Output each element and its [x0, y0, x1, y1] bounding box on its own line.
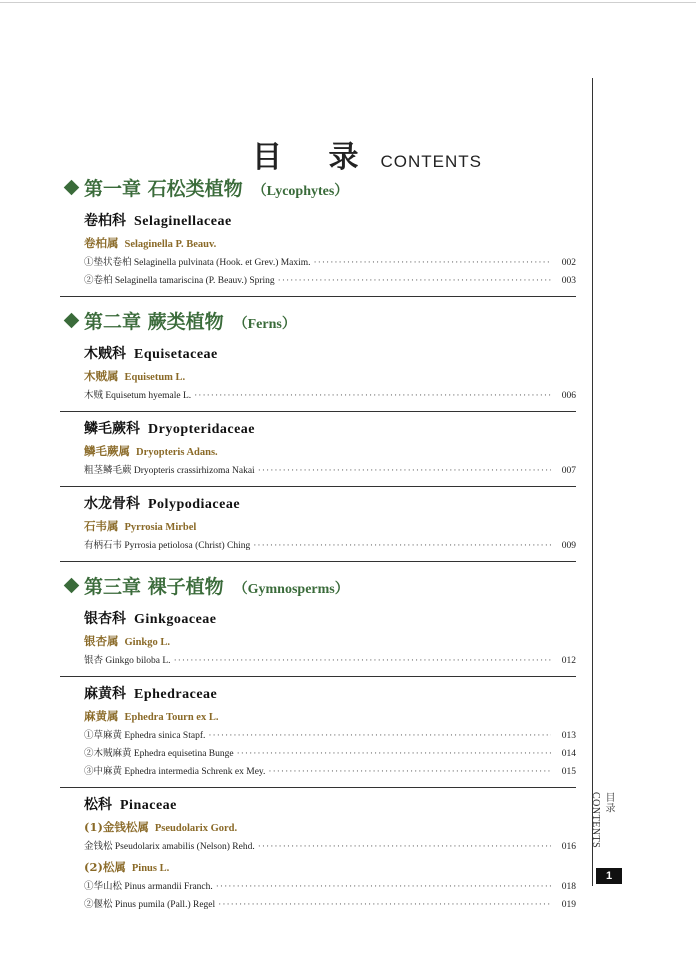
- family-name-en: Ephedraceae: [134, 687, 218, 702]
- dot-leader: [194, 387, 551, 405]
- genus-name-cn: 麻黄属: [84, 709, 119, 723]
- species-name: ②偃松 Pinus pumila (Pall.) Regel: [84, 900, 216, 910]
- table-of-contents: [60, 170, 576, 914]
- genus-name-en: Ginkgo L.: [124, 637, 171, 648]
- dot-leader: [314, 254, 551, 272]
- species-name: ②卷柏 Selaginella tamariscina (P. Beauv.) Spring: [84, 276, 275, 286]
- genus-name-en: Pyrrosia Mirbel: [124, 522, 197, 533]
- section-divider: [60, 486, 576, 487]
- family-name-cn: 松科: [84, 797, 112, 813]
- species-page: 013: [561, 731, 576, 741]
- family-name-en: Polypodiaceae: [148, 497, 241, 512]
- species-entry[interactable]: [84, 878, 576, 896]
- species-entry[interactable]: [84, 462, 576, 480]
- dot-leader: [278, 272, 551, 290]
- title-en: CONTENTS: [380, 152, 482, 171]
- genus-name-cn: 木贼属: [84, 369, 119, 383]
- family-name-en: Ginkgoaceae: [134, 612, 217, 627]
- species-page: 019: [561, 900, 576, 910]
- species-page: 007: [561, 466, 576, 476]
- species-page: 003: [561, 276, 576, 286]
- species-name: 有柄石韦 Pyrrosia petiolosa (Christ) Ching: [84, 541, 251, 551]
- chapter-subtitle: （Lycophytes）: [252, 184, 349, 199]
- chapter-title: 第二章 蕨类植物 （Ferns）: [84, 311, 296, 333]
- family-name-cn: 水龙骨科: [84, 496, 140, 512]
- species-entry[interactable]: [84, 763, 576, 781]
- species-name: ②木贼麻黄 Ephedra equisetina Bunge: [84, 749, 234, 759]
- diamond-icon: [64, 578, 80, 594]
- dot-leader: [218, 896, 551, 914]
- side-rule: [592, 78, 593, 886]
- page-number: 1: [596, 868, 622, 884]
- family-name-en: Selaginellaceae: [134, 214, 232, 229]
- family-heading[interactable]: [84, 683, 576, 705]
- chapter-title: 第一章 石松类植物 （Lycophytes）: [84, 178, 349, 200]
- genus-heading[interactable]: [84, 856, 576, 878]
- genus-name-en: Dryopteris Adans.: [136, 447, 218, 458]
- species-entry[interactable]: [84, 896, 576, 914]
- section-divider: [60, 787, 576, 788]
- diamond-icon: [64, 313, 80, 329]
- species-page: 018: [561, 882, 576, 892]
- family-heading[interactable]: [84, 493, 576, 515]
- family-name-cn: 银杏科: [84, 611, 126, 627]
- family-name-en: Equisetaceae: [134, 347, 218, 362]
- genus-name-cn: 鳞毛蕨属: [84, 444, 130, 458]
- species-page: 015: [561, 767, 576, 777]
- species-entry[interactable]: [84, 838, 576, 856]
- genus-name-en: Ephedra Tourn ex L.: [124, 712, 219, 723]
- chapter-heading[interactable]: [60, 170, 576, 210]
- genus-name-en: Selaginella P. Beauv.: [124, 239, 217, 250]
- species-name: 银杏 Ginkgo biloba L.: [84, 656, 171, 666]
- species-entry[interactable]: [84, 254, 576, 272]
- species-page: 006: [561, 391, 576, 401]
- species-entry[interactable]: [84, 745, 576, 763]
- species-page: 009: [561, 541, 576, 551]
- genus-heading[interactable]: [84, 365, 576, 387]
- genus-name-cn: (1)金钱松属: [84, 820, 149, 834]
- species-name: ①草麻黄 Ephedra sinica Stapf.: [84, 731, 206, 741]
- species-entry[interactable]: [84, 537, 576, 555]
- genus-heading[interactable]: [84, 515, 576, 537]
- genus-name-en: Equisetum L.: [124, 372, 186, 383]
- genus-heading[interactable]: [84, 705, 576, 727]
- family-name-cn: 麻黄科: [84, 686, 126, 702]
- chapter-heading[interactable]: [60, 303, 576, 343]
- genus-name-cn: (2)松属: [84, 860, 126, 874]
- dot-leader: [208, 727, 551, 745]
- section-divider: [60, 561, 576, 562]
- family-name-cn: 卷柏科: [84, 213, 126, 229]
- dot-leader: [237, 745, 551, 763]
- dot-leader: [216, 878, 551, 896]
- genus-heading[interactable]: [84, 630, 576, 652]
- page-title: [252, 132, 482, 175]
- species-page: 016: [561, 842, 576, 852]
- dot-leader: [174, 652, 551, 670]
- genus-name-cn: 卷柏属: [84, 236, 119, 250]
- dot-leader: [258, 838, 551, 856]
- chapter-title: 第三章 裸子植物 （Gymnosperms）: [84, 576, 349, 598]
- species-page: 002: [561, 258, 576, 268]
- chapter-subtitle: （Gymnosperms）: [233, 582, 349, 597]
- species-page: 014: [561, 749, 576, 759]
- family-name-en: Dryopteridaceae: [148, 422, 256, 437]
- species-name: ③中麻黄 Ephedra intermedia Schrenk ex Mey.: [84, 767, 266, 777]
- section-divider: [60, 411, 576, 412]
- genus-heading[interactable]: [84, 816, 576, 838]
- genus-name-cn: 银杏属: [84, 634, 119, 648]
- chapter-subtitle: （Ferns）: [233, 317, 296, 332]
- family-name-cn: 木贼科: [84, 346, 126, 362]
- dot-leader: [253, 537, 551, 555]
- family-heading[interactable]: [84, 343, 576, 365]
- genus-heading[interactable]: [84, 440, 576, 462]
- species-entry[interactable]: [84, 652, 576, 670]
- genus-heading[interactable]: [84, 232, 576, 254]
- species-name: 粗茎鳞毛蕨 Dryopteris crassirhizoma Nakai: [84, 466, 255, 476]
- dot-leader: [258, 462, 551, 480]
- family-heading[interactable]: [84, 418, 576, 440]
- diamond-icon: [64, 180, 80, 196]
- family-heading[interactable]: [84, 794, 576, 816]
- species-entry[interactable]: [84, 272, 576, 290]
- section-divider: [60, 676, 576, 677]
- species-entry[interactable]: [84, 387, 576, 405]
- dot-leader: [268, 763, 551, 781]
- title-cn: 目 录: [252, 140, 377, 175]
- family-name-cn: 鳞毛蕨科: [84, 421, 140, 437]
- chapter-heading[interactable]: [60, 568, 576, 608]
- side-label: 目录 CONTENTS: [590, 792, 614, 849]
- species-name: ①华山松 Pinus armandii Franch.: [84, 882, 213, 892]
- species-page: 012: [561, 656, 576, 666]
- family-name-en: Pinaceae: [120, 798, 177, 813]
- genus-name-cn: 石韦属: [84, 519, 119, 533]
- species-name: 金钱松 Pseudolarix amabilis (Nelson) Rehd.: [84, 842, 255, 852]
- chapter-entries: [60, 608, 576, 914]
- genus-name-en: Pseudolarix Gord.: [154, 823, 238, 834]
- chapter-entries: [60, 343, 576, 562]
- chapter-entries: [60, 210, 576, 297]
- family-heading[interactable]: [84, 608, 576, 630]
- species-entry[interactable]: [84, 727, 576, 745]
- section-divider: [60, 296, 576, 297]
- genus-name-en: Pinus L.: [131, 863, 170, 874]
- species-name: ①垫状卷柏 Selaginella pulvinata (Hook. et Grev.) Maxim.: [84, 258, 311, 268]
- top-rule: [0, 2, 696, 3]
- family-heading[interactable]: [84, 210, 576, 232]
- species-name: 木贼 Equisetum hyemale L.: [84, 391, 192, 401]
